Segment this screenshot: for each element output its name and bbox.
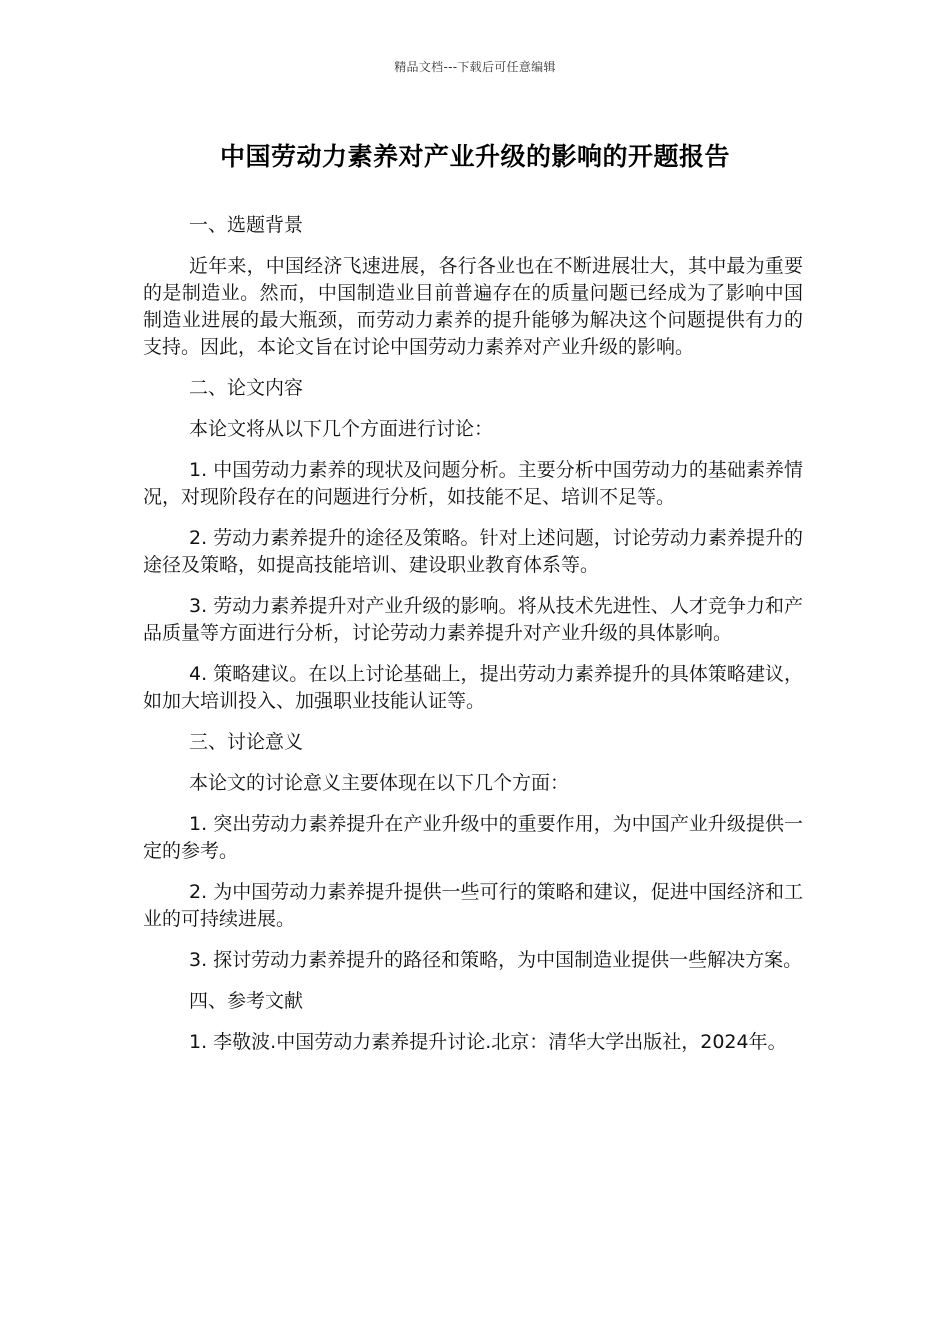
section-heading-content: 二、论文内容: [189, 377, 304, 399]
significance-item-3: 3. 探讨劳动力素养提升的路径和策略，为中国制造业提供一些解决方案。: [189, 949, 803, 971]
content-item-3: 3. 劳动力素养提升对产业升级的影响。将从技术先进性、人才竞争力和产品质量等方面进行分析，讨论劳动力素养提升对产业升级的具体影响。: [143, 595, 803, 644]
document-title: 中国劳动力素养对产业升级的影响的开题报告: [219, 142, 730, 171]
background-paragraph: 近年来，中国经济飞速进展，各行各业也在不断进展壮大，其中最为重要的是制造业。然而，中国制造业目前普遍存在的质量问题已经成为了影响中国制造业进展的最大瓶颈，而劳动力素养的提升能够为解决这个问题提供有力的支持。因此，本论文旨在讨论中国劳动力素养对产业升级的影响。: [143, 255, 803, 358]
content-intro: 本论文将从以下几个方面进行讨论：: [189, 418, 494, 440]
significance-item-2: 2. 为中国劳动力素养提升提供一些可行的策略和建议，促进中国经济和工业的可持续进展。: [143, 881, 803, 930]
content-item-4: 4. 策略建议。在以上讨论基础上，提出劳动力素养提升的具体策略建议，如加大培训投入、加强职业技能认证等。: [143, 663, 803, 712]
section-heading-significance: 三、讨论意义: [189, 731, 304, 753]
significance-intro: 本论文的讨论意义主要体现在以下几个方面：: [189, 772, 570, 794]
content-item-2: 2. 劳动力素养提升的途径及策略。针对上述问题，讨论劳动力素养提升的途径及策略，如提高技能培训、建设职业教育体系等。: [143, 527, 803, 576]
section-heading-references: 四、参考文献: [189, 990, 304, 1012]
significance-item-1: 1. 突出劳动力素养提升在产业升级中的重要作用，为中国产业升级提供一定的参考。: [143, 813, 803, 862]
content-item-1: 1. 中国劳动力素养的现状及问题分析。主要分析中国劳动力的基础素养情况，对现阶段存在的问题进行分析，如技能不足、培训不足等。: [143, 459, 803, 508]
reference-item-1: 1. 李敬波.中国劳动力素养提升讨论.北京：清华大学出版社，2024年。: [189, 1031, 787, 1053]
header-note: 精品文档---下载后可任意编辑: [394, 60, 556, 74]
document-body: [143, 212, 803, 1070]
section-heading-background: 一、选题背景: [189, 214, 304, 236]
